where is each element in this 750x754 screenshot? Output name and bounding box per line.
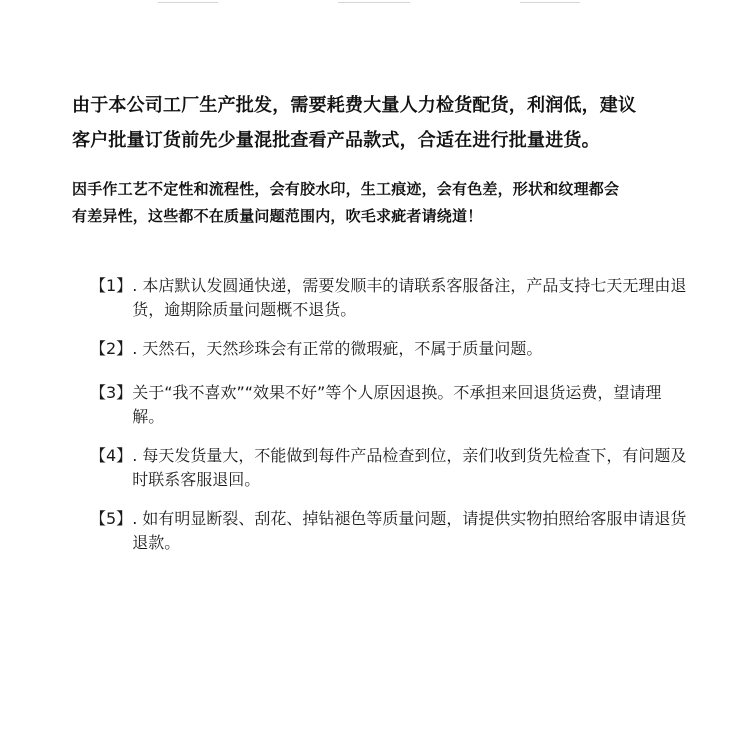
policy-item-text: . 天然石，天然珍珠会有正常的微瑕疵，不属于质量问题。: [132, 339, 543, 358]
policy-item-text: . 每天发货量大，不能做到每件产品检查到位，亲们收到货先检查下，有问题及时联系客服退回。: [132, 446, 687, 489]
policy-item-number: 【3】: [90, 383, 133, 402]
handmade-disclaimer: [72, 176, 712, 230]
policy-item-1: [90, 274, 690, 322]
top-divider-center: [338, 2, 410, 3]
policy-item-number: 【2】: [90, 339, 133, 358]
policy-item-number: 【5】: [90, 509, 133, 528]
policy-item-3: [90, 381, 690, 429]
policy-item-text: . 本店默认发圆通快递，需要发顺丰的请联系客服备注，产品支持七天无理由退货，逾期除质量问题概不退货。: [132, 276, 687, 319]
return-policy-list: [90, 274, 690, 570]
intro-line-1: 由于本公司工厂生产批发，需要耗费大量人力检货配货，利润低，建议: [72, 95, 637, 116]
policy-item-number: 【4】: [90, 446, 133, 465]
policy-item-4: [90, 444, 690, 492]
intro-notice: [72, 88, 712, 158]
policy-item-text: . 如有明显断裂、刮花、掉钻褪色等质量问题，请提供实物拍照给客服申请退货退款。: [132, 509, 687, 552]
top-divider-left: [158, 2, 218, 3]
disclaimer-line-1: 因手作工艺不定性和流程性，会有胶水印，生工痕迹，会有色差，形状和纹理都会: [72, 180, 620, 198]
policy-item-number: 【1】: [90, 276, 133, 295]
disclaimer-line-2: 有差异性，这些都不在质量问题范围内，吹毛求疵者请绕道！: [72, 207, 483, 225]
top-decoration: [0, 0, 750, 8]
intro-line-2: 客户批量订货前先少量混批查看产品款式，合适在进行批量进货。: [72, 130, 600, 151]
policy-item-text: 关于“我不喜欢”“效果不好”等个人原因退换。不承担来回退货运费，望请理解。: [132, 383, 662, 426]
policy-item-5: [90, 507, 690, 555]
top-divider-right: [520, 2, 580, 3]
policy-item-2: [90, 337, 690, 361]
